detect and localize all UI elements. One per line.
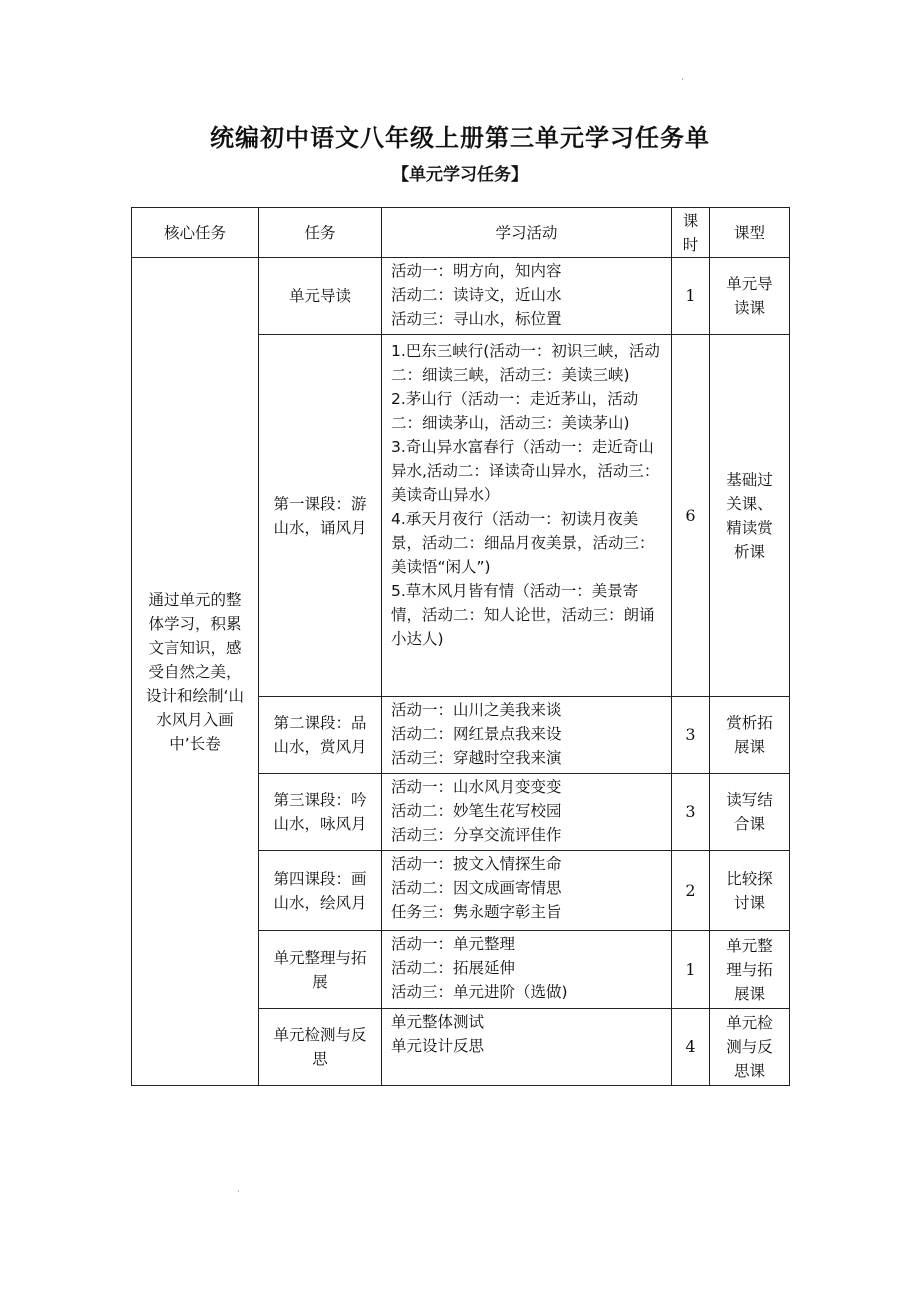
hours-cell: 2: [672, 851, 710, 931]
activity-line: 2.茅山行（活动一：走近茅山，活动二：细读茅山，活动三：美读茅山): [391, 390, 639, 432]
activity-cell: [382, 774, 672, 851]
activity-cell: [382, 1009, 672, 1086]
activity-line: 活动二：妙笔生花写校园: [391, 802, 562, 820]
document-title: 统编初中语文八年级上册第三单元学习任务单: [210, 124, 710, 152]
header-core-task: 核心任务: [132, 208, 259, 258]
type-cell: 单元整理与拓展课: [710, 931, 790, 1009]
activity-line: 活动一：山水风月变变变: [391, 778, 562, 796]
table-row: [132, 258, 790, 335]
section-heading: 【单元学习任务】: [392, 165, 528, 185]
header-type: 课型: [710, 208, 790, 258]
task-table: [131, 207, 790, 1086]
activity-cell: [382, 851, 672, 931]
activity-line: 1.巴东三峡行(活动一：初识三峡，活动二：细读三峡，活动三：美读三峡): [391, 342, 660, 384]
activity-line: 单元整体测试: [391, 1013, 485, 1031]
activity-line: 活动二：因文成画寄情思: [391, 879, 562, 897]
core-task-cell: 通过单元的整体学习，积累文言知识，感受自然之美，设计和绘制‘山水风月入画中’长卷: [132, 258, 259, 1086]
activity-line: 4.承天月夜行（活动一：初读月夜美景，活动二：细品月夜美景，活动三：美读悟“闲人”): [391, 510, 655, 576]
task-cell: 第三课段：吟山水，咏风月: [259, 774, 382, 851]
activity-line: 任务三：隽永题字彰主旨: [391, 903, 562, 921]
activity-line: 活动一：山川之美我来谈: [391, 701, 562, 719]
task-cell: 单元检测与反思: [259, 1009, 382, 1086]
hours-cell: 1: [672, 931, 710, 1009]
activity-line: 活动一：单元整理: [391, 935, 516, 953]
hours-cell: 4: [672, 1009, 710, 1086]
task-cell: 第四课段：画山水，绘风月: [259, 851, 382, 931]
activity-line: 活动三：穿越时空我来演: [391, 749, 562, 767]
type-cell: 比较探讨课: [710, 851, 790, 931]
activity-line: 活动一：披文入情探生命: [391, 855, 562, 873]
activity-line: 活动三：分享交流评佳作: [391, 826, 562, 844]
activity-line: 活动二：读诗文，近山水: [391, 286, 562, 304]
header-row: [132, 208, 790, 258]
type-cell: 单元导读课: [710, 258, 790, 335]
activity-line: 活动三：寻山水，标位置: [391, 310, 562, 328]
activity-line: 5.草木风月皆有情（活动一：美景寄情，活动二：知人论世，活动三：朗诵小达人): [391, 582, 655, 648]
task-cell: 单元整理与拓展: [259, 931, 382, 1009]
header-activity: 学习活动: [382, 208, 672, 258]
scan-mark-top: [682, 78, 683, 80]
activity-line: 活动三：单元进阶（选做): [391, 983, 568, 1001]
task-cell: 单元导读: [259, 258, 382, 335]
header-task: 任务: [259, 208, 382, 258]
type-cell: 赏析拓展课: [710, 697, 790, 774]
header-hours: 课时: [672, 208, 710, 258]
type-cell: 读写结合课: [710, 774, 790, 851]
task-cell: 第二课段：品山水，赏风月: [259, 697, 382, 774]
type-cell: 基础过关课、精读赏析课: [710, 335, 790, 697]
activity-line: 3.奇山异水富春行（活动一：走近奇山异水,活动二：译读奇山异水，活动三：美读奇山异水）: [391, 438, 660, 504]
activity-cell: [382, 931, 672, 1009]
hours-cell: 6: [672, 335, 710, 697]
activity-line: 活动二：拓展延伸: [391, 959, 516, 977]
activity-cell: [382, 697, 672, 774]
scan-mark-bottom: [238, 1190, 239, 1192]
activity-line: 活动一：明方向，知内容: [391, 262, 562, 280]
activity-line: 单元设计反思: [391, 1037, 485, 1055]
type-cell: 单元检测与反思课: [710, 1009, 790, 1086]
activity-cell: [382, 258, 672, 335]
task-cell: 第一课段：游山水，诵风月: [259, 335, 382, 697]
hours-cell: 3: [672, 774, 710, 851]
hours-cell: 1: [672, 258, 710, 335]
hours-cell: 3: [672, 697, 710, 774]
activity-line: 活动二：网红景点我来设: [391, 725, 562, 743]
activity-cell: [382, 335, 672, 697]
